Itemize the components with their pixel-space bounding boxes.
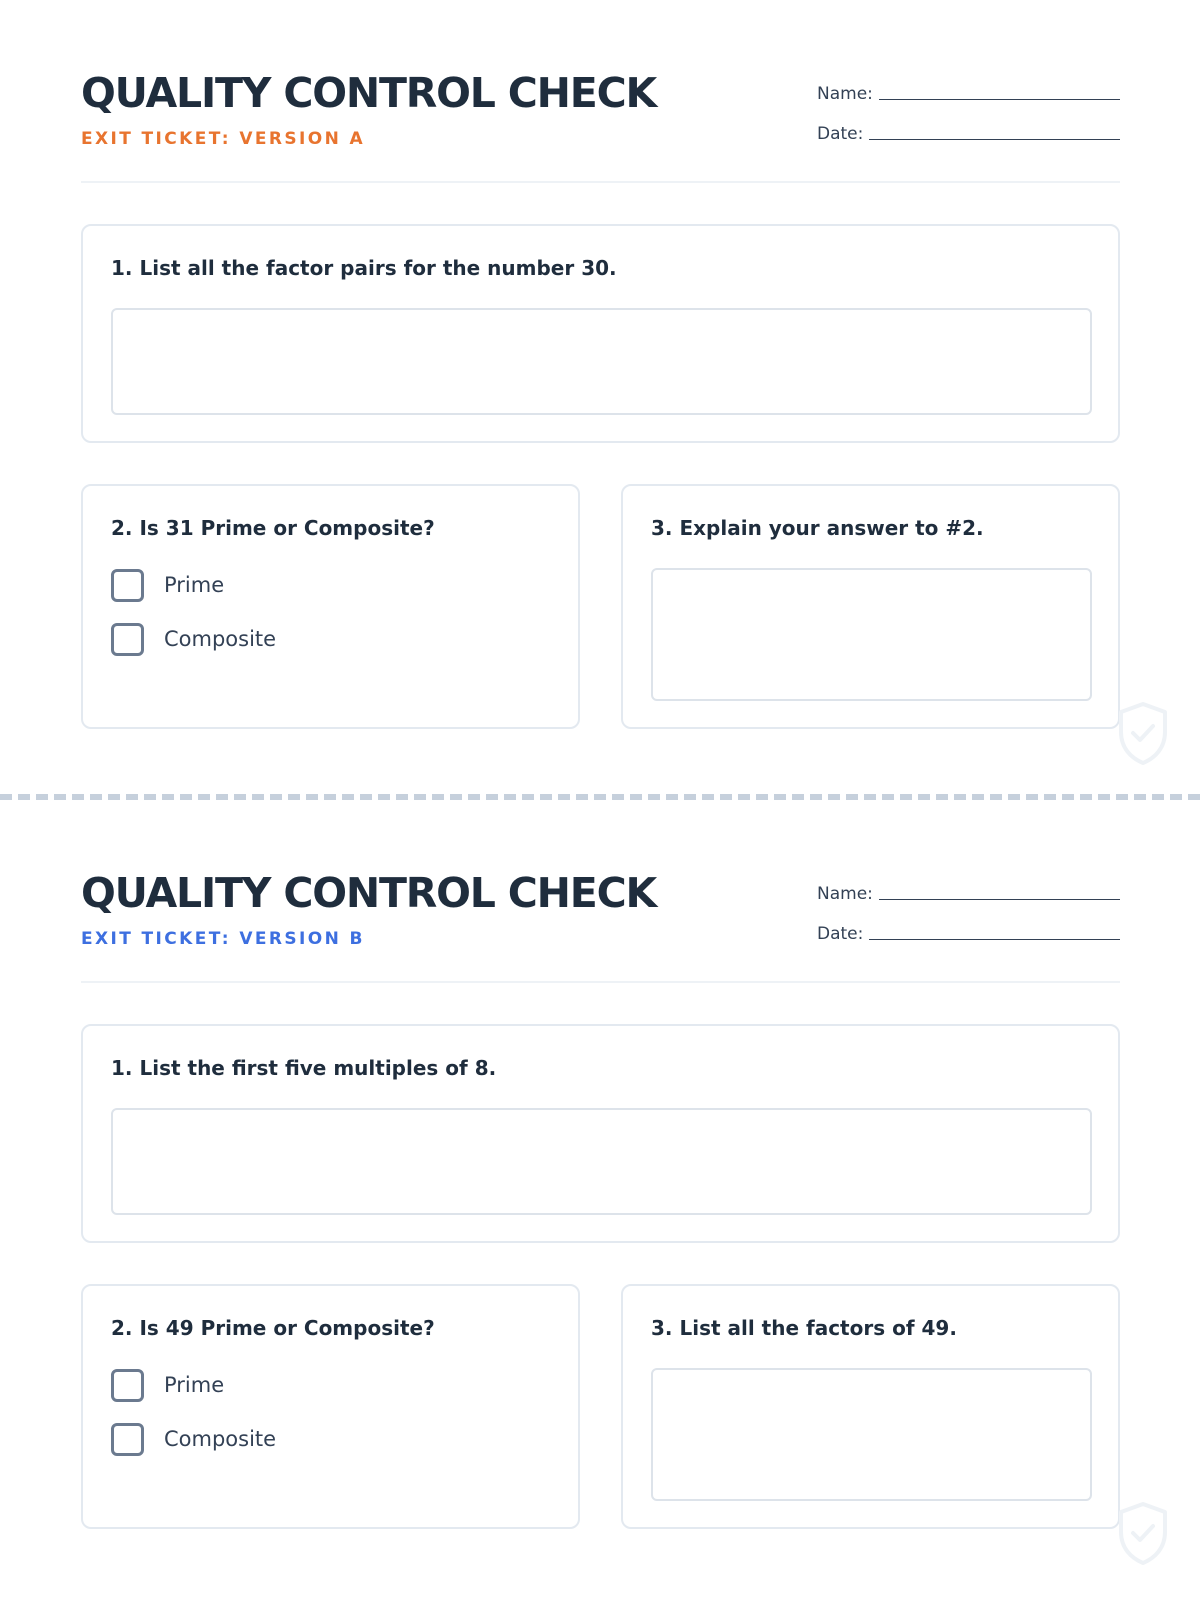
- option-label: Composite: [164, 1427, 277, 1451]
- date-label: Date:: [817, 924, 864, 944]
- option-prime[interactable]: [111, 1368, 224, 1402]
- name-field[interactable]: [817, 880, 1120, 904]
- date-field[interactable]: [817, 920, 1120, 944]
- shield-check-icon: [1115, 700, 1171, 766]
- date-line[interactable]: [869, 139, 1120, 140]
- composite-checkbox[interactable]: [111, 623, 144, 656]
- question-3-answer-box[interactable]: [651, 1368, 1092, 1501]
- shield-check-icon: [1115, 1500, 1171, 1566]
- question-3-text: 3. List all the factors of 49.: [651, 1316, 957, 1340]
- version-subtitle: EXIT TICKET: VERSION B: [81, 929, 365, 949]
- version-subtitle: EXIT TICKET: VERSION A: [81, 129, 366, 149]
- header-divider: [81, 981, 1120, 983]
- question-2-card: [81, 484, 580, 729]
- name-line[interactable]: [879, 99, 1120, 100]
- question-2-text: 2. Is 49 Prime or Composite?: [111, 1316, 435, 1340]
- question-3-card: [621, 484, 1120, 729]
- name-line[interactable]: [879, 899, 1120, 900]
- option-label: Prime: [164, 1373, 225, 1397]
- question-3-answer-box[interactable]: [651, 568, 1092, 701]
- question-2-text: 2. Is 31 Prime or Composite?: [111, 516, 435, 540]
- page-title: QUALITY CONTROL CHECK: [81, 69, 657, 117]
- name-label: Name:: [817, 884, 873, 904]
- option-composite[interactable]: [111, 622, 276, 656]
- option-label: Composite: [164, 627, 277, 651]
- question-1-answer-box[interactable]: [111, 308, 1092, 415]
- option-prime[interactable]: [111, 568, 224, 602]
- name-field[interactable]: [817, 80, 1120, 104]
- prime-checkbox[interactable]: [111, 569, 144, 602]
- date-field[interactable]: [817, 120, 1120, 144]
- exit-ticket-version-a: [81, 0, 1120, 720]
- question-1-card: [81, 1024, 1120, 1243]
- option-label: Prime: [164, 573, 225, 597]
- composite-checkbox[interactable]: [111, 1423, 144, 1456]
- page-title: QUALITY CONTROL CHECK: [81, 869, 657, 917]
- option-composite[interactable]: [111, 1422, 276, 1456]
- header-divider: [81, 181, 1120, 183]
- date-label: Date:: [817, 124, 864, 144]
- question-3-text: 3. Explain your answer to #2.: [651, 516, 984, 540]
- prime-checkbox[interactable]: [111, 1369, 144, 1402]
- question-1-card: [81, 224, 1120, 443]
- question-3-card: [621, 1284, 1120, 1529]
- question-1-text: 1. List the first five multiples of 8.: [111, 1056, 497, 1080]
- question-1-text: 1. List all the factor pairs for the number 30.: [111, 256, 617, 280]
- question-2-card: [81, 1284, 580, 1529]
- name-label: Name:: [817, 84, 873, 104]
- date-line[interactable]: [869, 939, 1120, 940]
- question-1-answer-box[interactable]: [111, 1108, 1092, 1215]
- exit-ticket-version-b: [81, 800, 1120, 1520]
